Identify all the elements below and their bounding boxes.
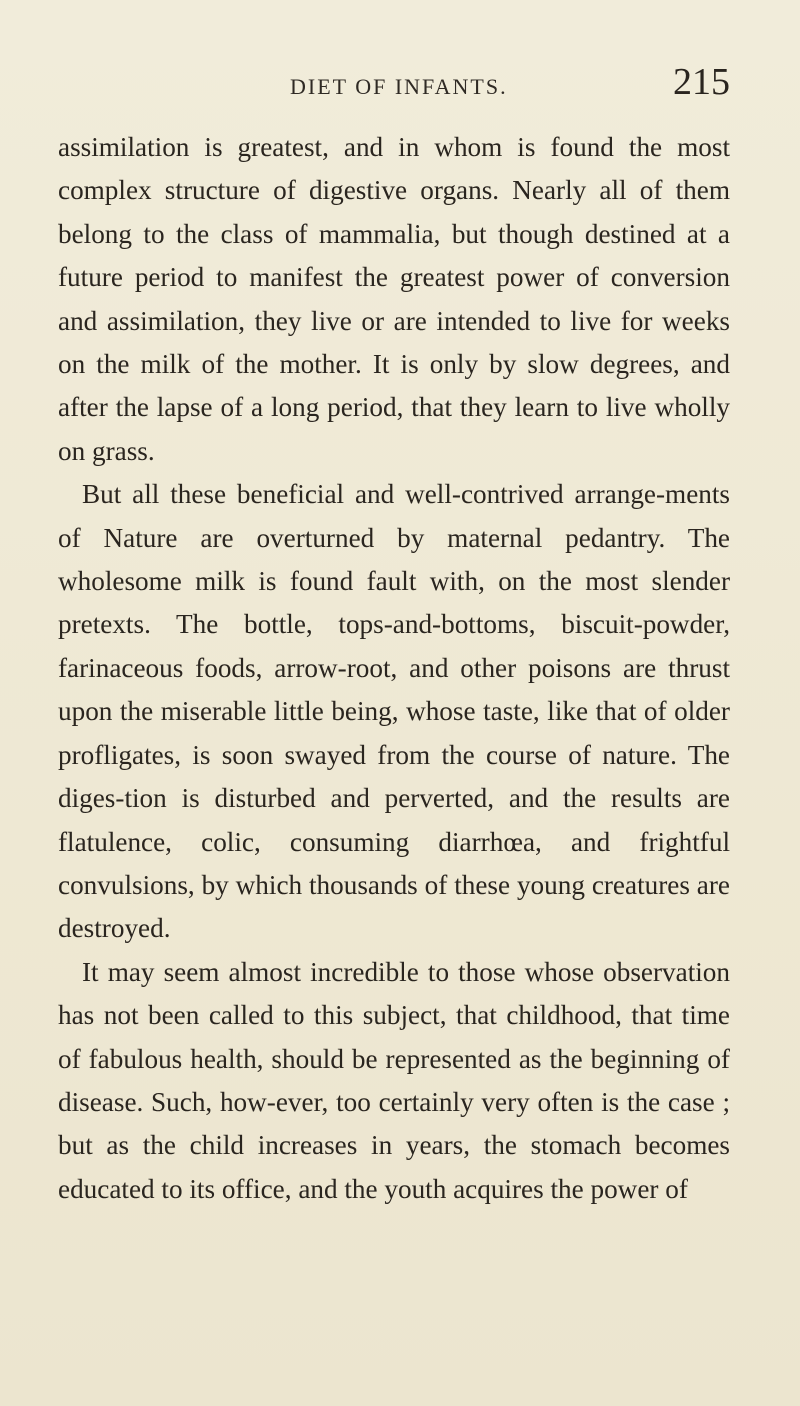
paragraph-nature-overturned: But all these beneficial and well-contrived arrange-ments of Nature are overturned by maternal pedantry. The wholesome milk is found fault with, on the most slender pretexts. The bottle, tops-and-bottoms, biscuit-powder, farinaceous foods, arrow-root, and other poisons are thrust upon the miserable little being, whose taste, like that of older profligates, is soon swayed from the course of nature. The diges-tion is disturbed and perverted, and the results are flatulence, colic, consuming diarrhœa, and frightful convulsions, by which thousands of these young creatures are destroyed. bbox=[58, 479, 730, 944]
body-text bbox=[58, 126, 730, 1211]
running-head bbox=[58, 58, 730, 108]
page-number: 215 bbox=[673, 61, 730, 103]
paragraph-continuation: assimilation is greatest, and in whom is found the most complex structure of digestive organs. Nearly all of them belong to the class of mammalia, but though destined at a future period to manifest the greatest power of conversion and assimilation, they live or are intended to live for weeks on the milk of the mother. It is only by slow degrees, and after the lapse of a long period, that they learn to live wholly on grass. bbox=[58, 132, 730, 466]
paragraph-childhood-disease: It may seem almost incredible to those whose observation has not been called to this subject, that childhood, that time of fabulous health, should be represented as the beginning of disease. Such, how-ever, too certainly very often is the case ; but as the child increases in years, the stomach becomes educated to its office, and the youth acquires the power of bbox=[58, 956, 730, 1204]
running-title: DIET OF INFANTS. bbox=[290, 74, 508, 99]
